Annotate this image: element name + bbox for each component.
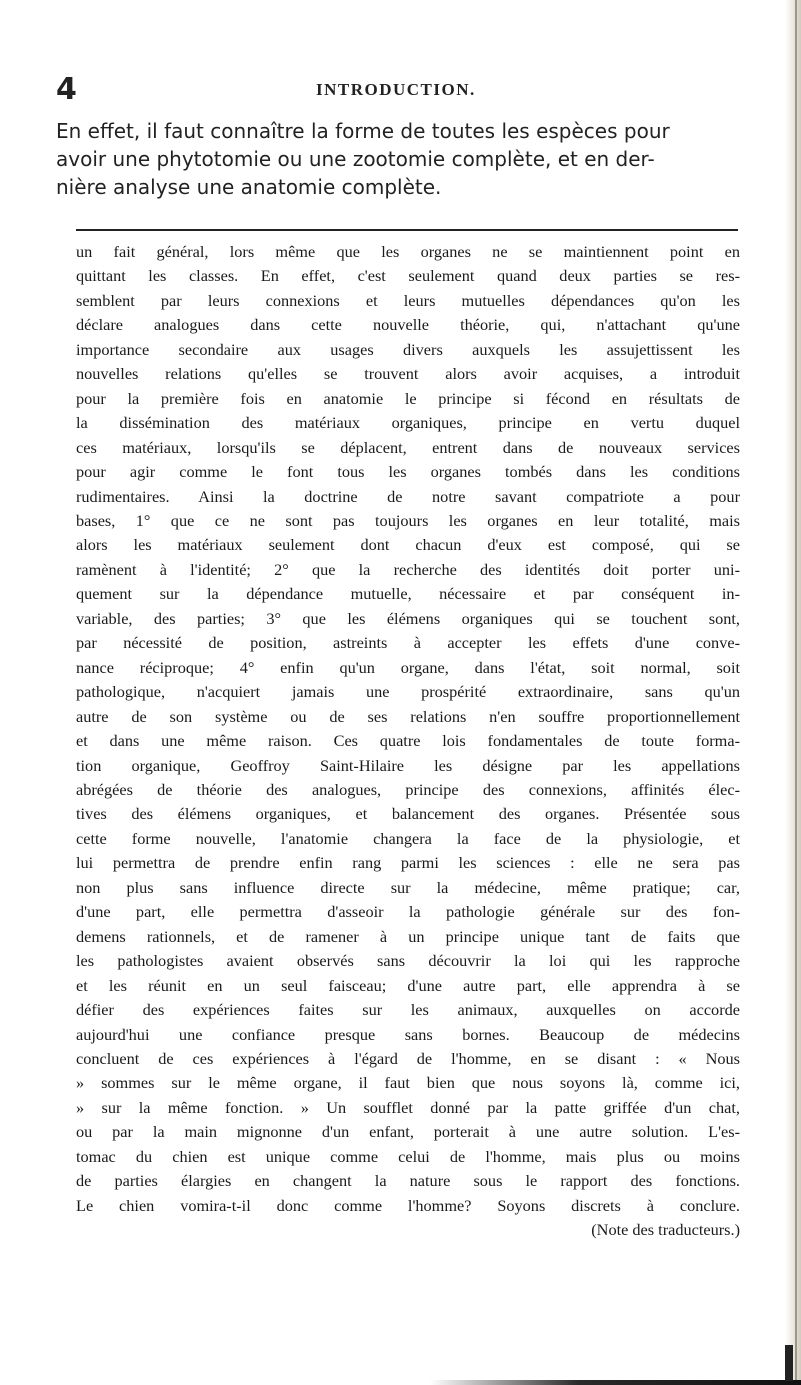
- scan-edge-smudge: [430, 1380, 801, 1385]
- footnote-line: ramènent à l'identité; 2° que la recherche des identités doit porter uni-: [76, 559, 740, 579]
- footnote-line: défier des expériences faites sur les animaux, auxquelles on accorde: [76, 1000, 740, 1020]
- body-line: nière analyse une anatomie complète.: [56, 175, 442, 199]
- body-paragraph: [56, 117, 736, 201]
- footnote-line: non plus sans influence directe sur la médecine, même pratique; car,: [76, 877, 740, 897]
- footnote-line: tomac du chien est unique comme celui de l'homme, mais plus ou moins: [76, 1146, 740, 1166]
- footnote-line: quittant les classes. En effet, c'est seulement quand deux parties se res-: [76, 266, 740, 286]
- footnote-line: concluent de ces expériences à l'égard de l'homme, en se disant : « Nous: [76, 1048, 740, 1068]
- footnote-line: tion organique, Geoffroy Saint-Hilaire les désigne par les appellations: [76, 755, 740, 775]
- footnote-line: alors les matériaux seulement dont chacun d'eux est composé, qui se: [76, 535, 740, 555]
- footnote-line: pathologique, n'acquiert jamais une prospérité extraordinaire, sans qu'un: [76, 682, 740, 702]
- page-edge-shadow: [785, 0, 801, 1385]
- footnote: [76, 240, 740, 1243]
- footnote-line: ces matériaux, lorsqu'ils se déplacent, entrent dans de nouveaux services: [76, 437, 740, 457]
- footnote-line: un fait général, lors même que les organes ne se maintiennent point en: [76, 242, 740, 261]
- footnote-line: nance réciproque; 4° enfin qu'un organe, dans l'état, soit normal, soit: [76, 657, 740, 677]
- footnote-line: et dans une même raison. Ces quatre lois fondamentales de toute forma-: [76, 731, 740, 751]
- running-title: INTRODUCTION.: [316, 80, 476, 99]
- footnote-line: demens rationnels, et de ramener à un principe unique tant de faits que: [76, 926, 740, 946]
- footnote-line: ou par la main mignonne d'un enfant, porterait à une autre solution. L'es-: [76, 1122, 740, 1142]
- page-header: [56, 72, 736, 108]
- footnote-line: tives des élémens organiques, et balancement des organes. Présentée sous: [76, 804, 740, 824]
- footnote-line: bases, 1° que ce ne sont pas toujours les organes en leur totalité, mais: [76, 510, 740, 530]
- footnote-line: de parties élargies en changent la nature sous le rapport des fonctions.: [76, 1171, 740, 1191]
- footnote-line: autre de son système ou de ses relations n'en souffre proportionnellement: [76, 706, 740, 726]
- footnote-line: rudimentaires. Ainsi la doctrine de notre savant compatriote a pour: [76, 486, 740, 506]
- footnote-line: pour la première fois en anatomie le principe si fécond en résultats de: [76, 388, 740, 408]
- footnote-line: cette forme nouvelle, l'anatomie changera la face de la physiologie, et: [76, 828, 740, 848]
- footnote-line: nouvelles relations qu'elles se trouvent alors avoir acquises, a introduit: [76, 364, 740, 384]
- footnote-line: lui permettra de prendre enfin rang parmi les sciences : elle ne sera pas: [76, 853, 740, 873]
- footnote-line: déclare analogues dans cette nouvelle théorie, qui, n'attachant qu'une: [76, 315, 740, 335]
- footnote-line: aujourd'hui une confiance presque sans bornes. Beaucoup de médecins: [76, 1024, 740, 1044]
- footnote-line: variable, des parties; 3° que les élémens organiques qui se touchent sont,: [76, 608, 740, 628]
- footnote-line: » sur la même fonction. » Un soufflet donné par la patte griffée d'un chat,: [76, 1097, 740, 1117]
- body-line: En effet, il faut connaître la forme de toutes les espèces pour: [56, 119, 670, 143]
- footnote-line: la dissémination des matériaux organiques, principe en vertu duquel: [76, 413, 740, 433]
- footnote-line: quement sur la dépendance mutuelle, nécessaire et par conséquent in-: [76, 584, 740, 604]
- footnote-line: par nécessité de position, astreints à accepter les effets d'une conve-: [76, 633, 740, 653]
- body-line: avoir une phytotomie ou une zootomie complète, et en der-: [56, 147, 655, 171]
- footnote-line: semblent par leurs connexions et leurs mutuelles dépendances qu'on les: [76, 290, 740, 310]
- page-edge-line: [795, 0, 797, 1385]
- footnote-line: d'une part, elle permettra d'asseoir la pathologie générale sur des fon-: [76, 902, 740, 922]
- footnote-line: pour agir comme le font tous les organes tombés dans les conditions: [76, 462, 740, 482]
- footnote-line: et les réunit en un seul faisceau; d'une autre part, elle apprendra à se: [76, 975, 740, 995]
- page-number: 4: [56, 72, 77, 107]
- footnote-line: les pathologistes avaient observés sans découvrir la loi qui les rapproche: [76, 951, 740, 971]
- footnote-line: » sommes sur le même organe, il faut bien que nous soyons là, comme ici,: [76, 1073, 740, 1093]
- footnote-divider: [76, 229, 738, 231]
- footnote-signature: (Note des traducteurs.): [591, 1220, 740, 1240]
- footnote-line: importance secondaire aux usages divers auxquels les assujettissent les: [76, 339, 740, 359]
- footnote-line: Le chien vomira-t-il donc comme l'homme? Soyons discrets à conclure.: [76, 1195, 740, 1215]
- scan-corner-mark: [785, 1345, 793, 1381]
- footnote-line: abrégées de théorie des analogues, principe des connexions, affinités élec-: [76, 779, 740, 799]
